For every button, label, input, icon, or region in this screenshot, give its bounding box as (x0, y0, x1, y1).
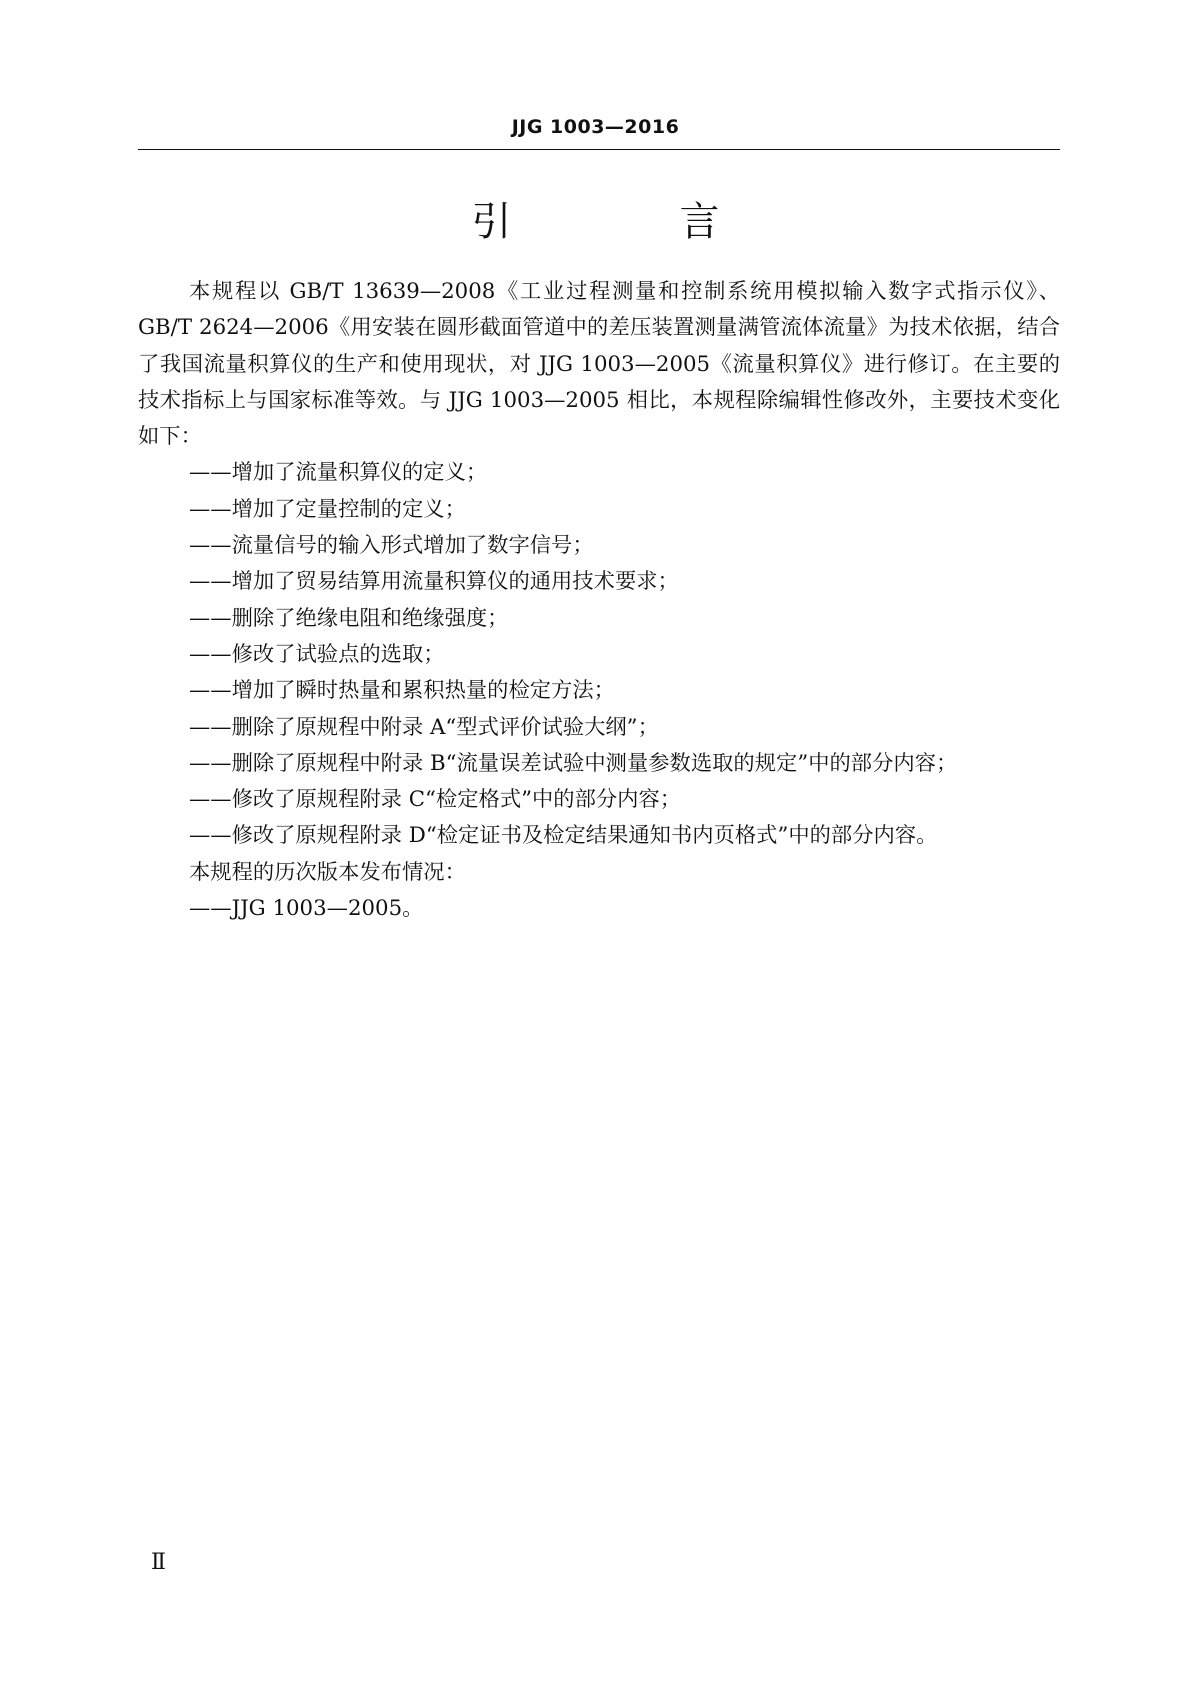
change-item: ——增加了流量积算仪的定义； (189, 460, 488, 486)
change-item: ——删除了原规程中附录 B“流量误差试验中测量参数选取的规定”中的部分内容； (189, 750, 958, 776)
intro-paragraph: 本规程以 GB/T 13639—2008《工业过程测量和控制系统用模拟输入数字式指示仪》、GB/T 2624—2006《用安装在圆形截面管道中的差压装置测量满管流体流量》为技术依据，结合了我国流量积算仪的生产和使用现状，对 JJG 1003—2005《流量积算仪》进行修订。在主要的技术指标上与国家标准等效。与 JJG 1003—2005 相比，本规程除编辑性修改外，主要技术变化如下： (138, 279, 1060, 450)
change-item: ——删除了原规程中附录 A“型式评价试验大纲”； (189, 714, 659, 740)
change-item: ——修改了原规程附录 C“检定格式”中的部分内容； (189, 787, 682, 813)
page-title: 引 言 (471, 199, 784, 245)
history-heading: 本规程的历次版本发布情况： (189, 859, 466, 885)
header-rule (138, 149, 1060, 150)
change-item: ——流量信号的输入形式增加了数字信号； (189, 533, 594, 559)
change-item: ——删除了绝缘电阻和绝缘强度； (189, 605, 509, 631)
change-item: ——增加了定量控制的定义； (189, 496, 466, 522)
change-item: ——修改了试验点的选取； (189, 641, 445, 667)
body-text (138, 274, 1060, 927)
change-item: ——增加了瞬时热量和累积热量的检定方法； (189, 678, 615, 704)
running-header: JJG 1003—2016 (511, 116, 680, 138)
page-number: Ⅱ (151, 1550, 166, 1575)
history-item: ——JJG 1003—2005。 (189, 896, 424, 922)
change-item: ——修改了原规程附录 D“检定证书及检定结果通知书内页格式”中的部分内容。 (189, 823, 938, 849)
change-item: ——增加了贸易结算用流量积算仪的通用技术要求； (189, 569, 679, 595)
